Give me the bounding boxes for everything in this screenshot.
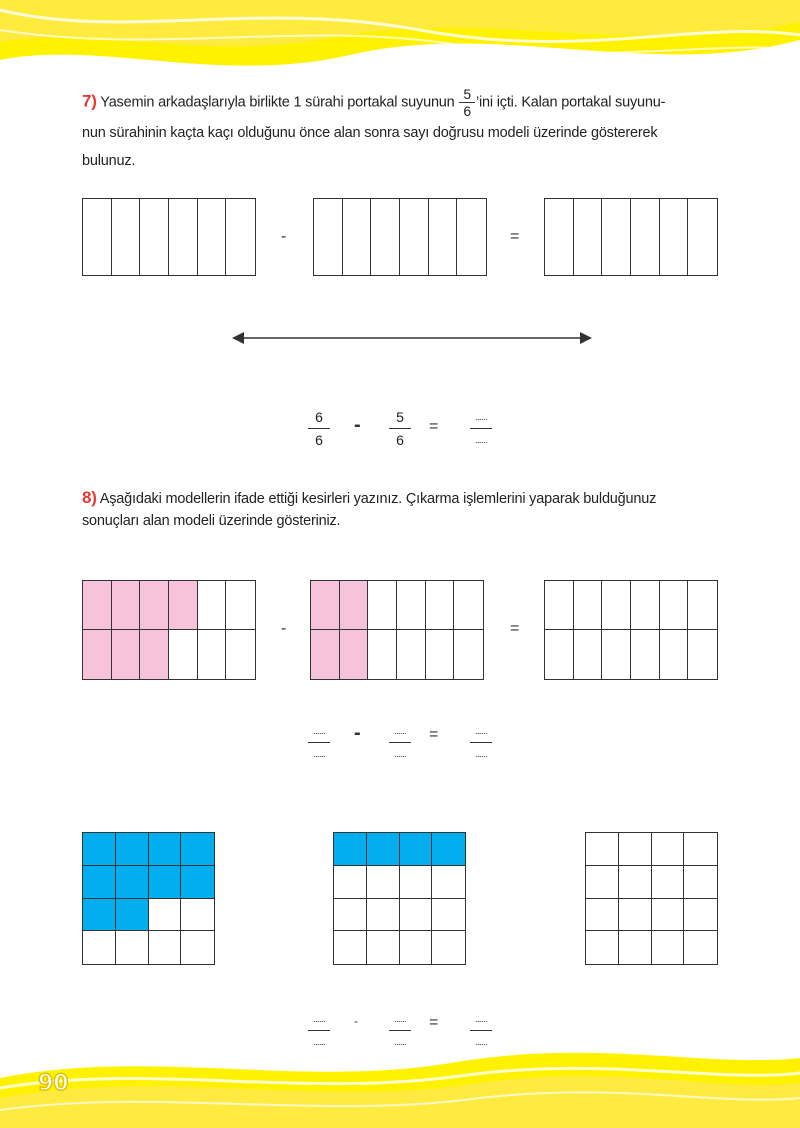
- model-cell: [397, 630, 426, 679]
- inline-fraction-numerator: 5: [459, 86, 475, 103]
- model-cell: [149, 931, 182, 964]
- model-cell: [457, 199, 486, 275]
- q7-fraction-a: 6 6: [304, 408, 334, 449]
- q7-eq-minus: -: [354, 414, 361, 436]
- model-cell: [400, 199, 429, 275]
- question-7-text: [82, 86, 722, 175]
- page-number: 90: [38, 1071, 69, 1096]
- model-cell: [198, 199, 227, 275]
- question-7-inline-fraction: [459, 86, 475, 119]
- q7-area-model-result: [544, 198, 718, 276]
- model-cell: [340, 630, 369, 679]
- model-cell: [198, 581, 227, 630]
- model-cell: [454, 581, 483, 630]
- model-cell: [83, 866, 116, 899]
- q7-area-model-second: [313, 198, 487, 276]
- model-cell: [181, 833, 214, 866]
- model-cell: [660, 199, 689, 275]
- q8-eq2-equals: =: [429, 1014, 439, 1031]
- model-cell: [574, 630, 603, 679]
- q8-eq1-fraction-b: ...... ......: [385, 722, 415, 763]
- model-cell: [684, 866, 717, 899]
- question-8-text: [82, 484, 722, 535]
- model-cell: [116, 931, 149, 964]
- model-cell: [169, 581, 198, 630]
- model-cell: [140, 199, 169, 275]
- model-cell: [311, 630, 340, 679]
- question-7-line2: nun sürahinin kaçta kaçı olduğunu önce alan sonra sayı doğrusu modeli üzerinde göstererek: [82, 125, 658, 141]
- model-cell: [545, 581, 574, 630]
- q8-eq1-minus: -: [354, 722, 361, 744]
- model-cell: [83, 581, 112, 630]
- model-cell: [631, 199, 660, 275]
- q8-eq2-fraction-b: ...... ......: [385, 1010, 415, 1051]
- model-cell: [400, 866, 433, 899]
- model-cell: [140, 581, 169, 630]
- model-cell: [426, 630, 455, 679]
- model-cell: [602, 199, 631, 275]
- model-cell: [83, 630, 112, 679]
- model-cell: [367, 931, 400, 964]
- q8-eq2-fraction-a: ...... ......: [304, 1010, 334, 1051]
- model-cell: [367, 866, 400, 899]
- model-cell: [112, 630, 141, 679]
- model-cell: [652, 833, 685, 866]
- model-cell: [343, 199, 372, 275]
- model-cell: [371, 199, 400, 275]
- model-cell: [660, 630, 689, 679]
- q8-equals-sign: =: [510, 620, 520, 637]
- q8-eq2-minus: -: [354, 1014, 358, 1028]
- model-cell: [368, 630, 397, 679]
- model-cell: [112, 199, 141, 275]
- model-cell: [334, 931, 367, 964]
- model-cell: [140, 630, 169, 679]
- model-cell: [83, 833, 116, 866]
- q7-fraction-b: 5 6: [385, 408, 415, 449]
- model-cell: [340, 581, 369, 630]
- model-cell: [334, 866, 367, 899]
- model-cell: [602, 630, 631, 679]
- model-cell: [181, 931, 214, 964]
- model-cell: [83, 899, 116, 932]
- model-cell: [454, 630, 483, 679]
- model-cell: [619, 931, 652, 964]
- q7-eq-equals: =: [429, 418, 439, 435]
- question-8-number: 8): [82, 488, 97, 507]
- model-cell: [688, 199, 717, 275]
- model-cell: [314, 199, 343, 275]
- model-cell: [181, 866, 214, 899]
- model-cell: [334, 899, 367, 932]
- model-cell: [112, 581, 141, 630]
- model-cell: [116, 866, 149, 899]
- question-7-number: 7): [82, 91, 97, 111]
- model-cell: [83, 931, 116, 964]
- q7-equals-sign: =: [510, 228, 520, 245]
- model-cell: [602, 581, 631, 630]
- question-8-line2: sonuçları alan modeli üzerinde gösteriniz.: [82, 513, 341, 529]
- q8-eq1-equals: =: [429, 726, 439, 743]
- model-cell: [586, 866, 619, 899]
- model-cell: [688, 630, 717, 679]
- model-cell: [397, 581, 426, 630]
- model-cell: [169, 630, 198, 679]
- question-7-line1a: Yasemin arkadaşlarıyla birlikte 1 sürahi portakal suyunun: [100, 94, 455, 111]
- model-cell: [574, 199, 603, 275]
- inline-fraction-denominator: 6: [463, 103, 471, 119]
- model-cell: [684, 899, 717, 932]
- model-cell: [368, 581, 397, 630]
- model-cell: [631, 581, 660, 630]
- arrow-left-icon: [232, 332, 244, 344]
- model-cell: [586, 899, 619, 932]
- q8-blue-model-result: [585, 832, 718, 965]
- model-cell: [432, 833, 465, 866]
- model-cell: [198, 630, 227, 679]
- model-cell: [367, 899, 400, 932]
- model-cell: [684, 833, 717, 866]
- bottom-wave-decoration: [0, 1038, 800, 1128]
- model-cell: [652, 899, 685, 932]
- model-cell: [432, 931, 465, 964]
- arrow-right-icon: [580, 332, 592, 344]
- model-cell: [149, 833, 182, 866]
- model-cell: [545, 199, 574, 275]
- q8-blue-model-first: [82, 832, 215, 965]
- model-cell: [169, 199, 198, 275]
- model-cell: [652, 931, 685, 964]
- model-cell: [432, 866, 465, 899]
- q8-pink-model-result: [544, 580, 718, 680]
- model-cell: [181, 899, 214, 932]
- model-cell: [116, 899, 149, 932]
- model-cell: [334, 833, 367, 866]
- top-wave-decoration: [0, 0, 800, 80]
- model-cell: [586, 931, 619, 964]
- model-cell: [149, 866, 182, 899]
- question-8-line1: Aşağıdaki modellerin ifade ettiği kesirleri yazınız. Çıkarma işlemlerini yaparak bulduğunuz: [99, 491, 657, 507]
- model-cell: [432, 899, 465, 932]
- q8-eq1-fraction-result: ...... ......: [466, 722, 496, 763]
- model-cell: [367, 833, 400, 866]
- model-cell: [116, 833, 149, 866]
- q8-blue-model-second: [333, 832, 466, 965]
- model-cell: [311, 581, 340, 630]
- model-cell: [429, 199, 458, 275]
- model-cell: [400, 931, 433, 964]
- model-cell: [226, 630, 255, 679]
- q8-minus-sign: -: [281, 620, 287, 637]
- model-cell: [619, 833, 652, 866]
- q8-eq2-fraction-result: ...... ......: [466, 1010, 496, 1051]
- q8-pink-model-second: [310, 580, 484, 680]
- model-cell: [545, 630, 574, 679]
- q8-pink-model-first: [82, 580, 256, 680]
- model-cell: [631, 630, 660, 679]
- number-line: [232, 328, 592, 348]
- model-cell: [83, 199, 112, 275]
- model-cell: [652, 866, 685, 899]
- model-cell: [586, 833, 619, 866]
- model-cell: [619, 899, 652, 932]
- model-cell: [400, 899, 433, 932]
- q8-eq1-fraction-a: ...... ......: [304, 722, 334, 763]
- question-7-line3: bulunuz.: [82, 153, 136, 169]
- model-cell: [684, 931, 717, 964]
- q7-minus-sign: -: [281, 228, 287, 245]
- model-cell: [226, 199, 255, 275]
- model-cell: [426, 581, 455, 630]
- question-7-line1b: ’ini içti. Kalan portakal suyunu-: [475, 94, 666, 111]
- model-cell: [400, 833, 433, 866]
- model-cell: [660, 581, 689, 630]
- q7-fraction-result: ...... ......: [466, 408, 496, 449]
- model-cell: [574, 581, 603, 630]
- model-cell: [688, 581, 717, 630]
- model-cell: [226, 581, 255, 630]
- model-cell: [149, 899, 182, 932]
- model-cell: [619, 866, 652, 899]
- q7-area-model-first: [82, 198, 256, 276]
